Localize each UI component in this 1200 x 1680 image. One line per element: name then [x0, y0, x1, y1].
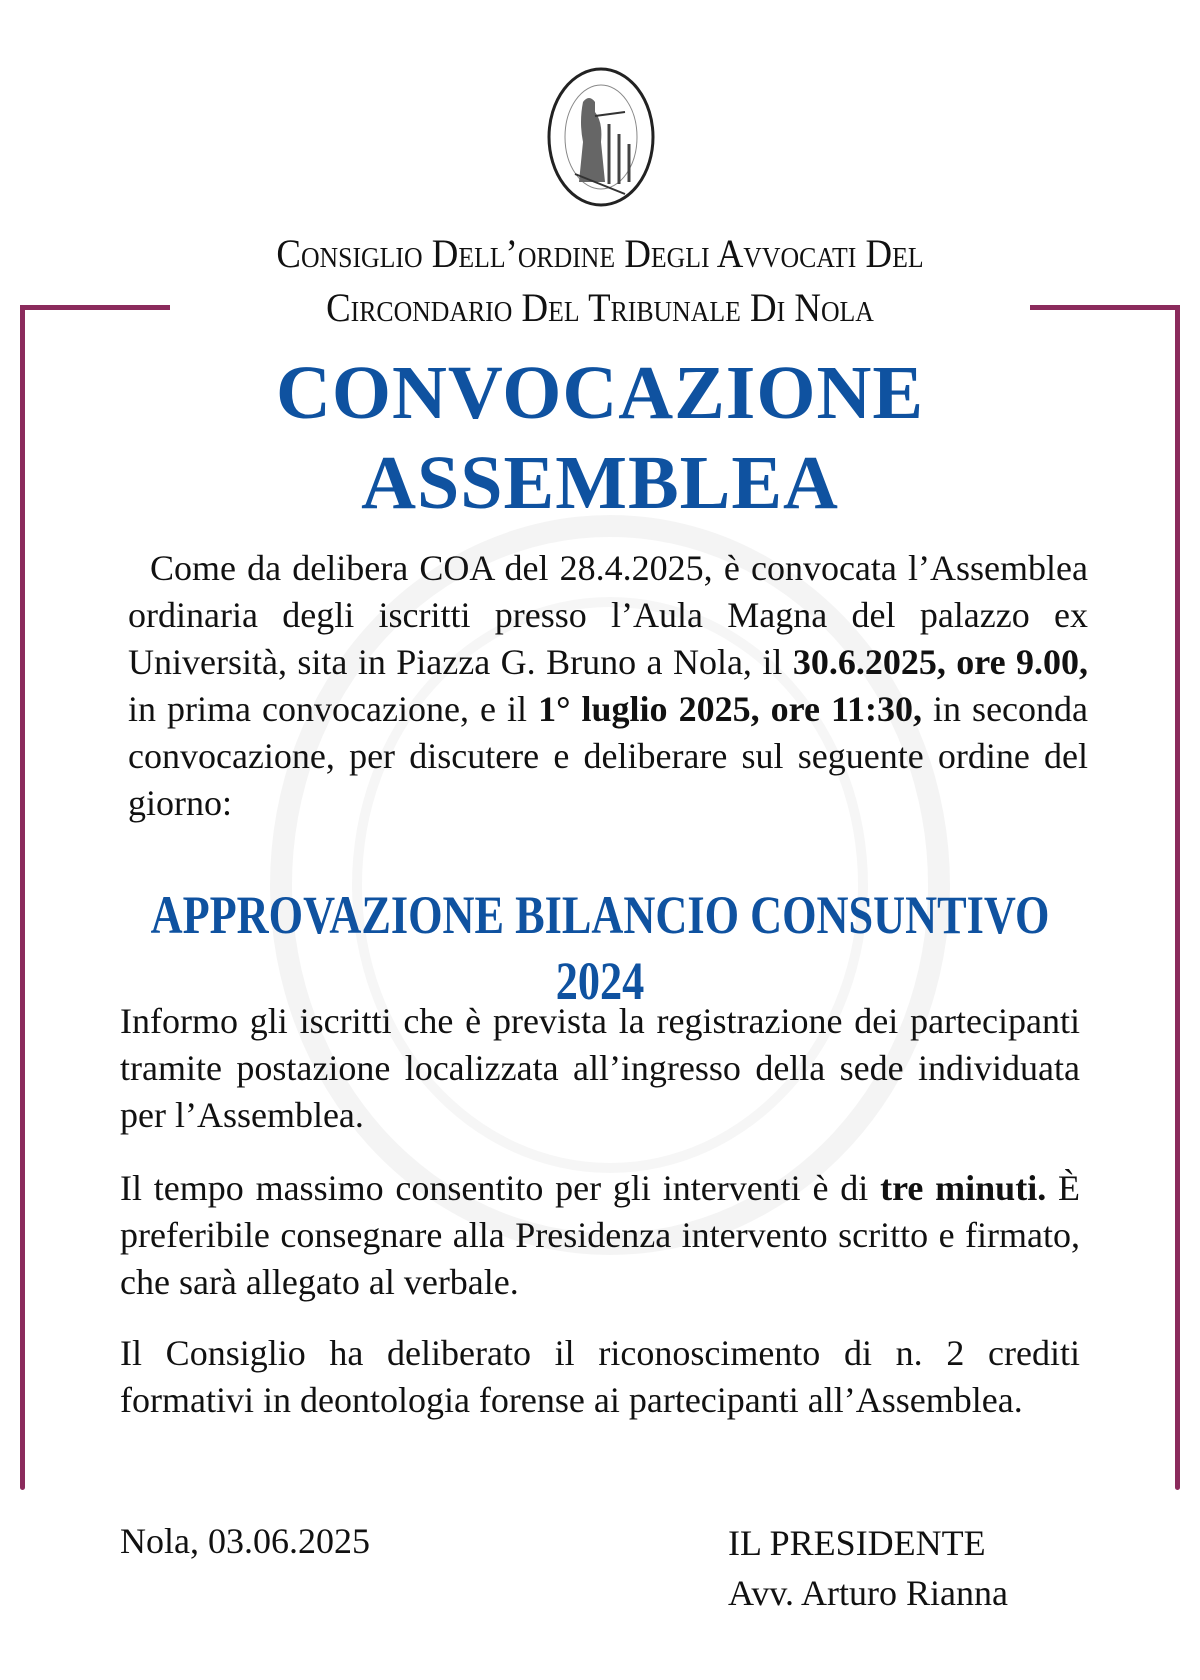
time-limit-paragraph [120, 1165, 1080, 1306]
signatory-role: IL PRESIDENTE [728, 1523, 986, 1563]
organization-name-line1: Consiglio Dell’ordine Degli Avvocati Del [276, 231, 924, 276]
intro-paragraph [128, 545, 1088, 827]
signatory-name: Avv. Arturo Rianna [728, 1573, 1008, 1613]
agenda-item: APPROVAZIONE BILANCIO CONSUNTIVO 2024 [150, 885, 1050, 1011]
first-convocation-date: 30.6.2025, ore 9.00, [792, 642, 1088, 682]
time-limit-text-1: Il tempo massimo consentito per gli interventi è di [120, 1168, 881, 1208]
place-date: Nola, 03.06.2025 [120, 1521, 370, 1561]
time-limit-value: tre minuti. [880, 1168, 1047, 1208]
credits-paragraph: Il Consiglio ha deliberato il riconoscimento di n. 2 crediti formativi in deontologia forense ai partecipanti all’Assemblea. [120, 1333, 1080, 1420]
title-line2: ASSEMBLEA [361, 441, 839, 525]
organization-name-line2: Circondario Del Tribunale Di Nola [326, 285, 874, 330]
signature-block [728, 1518, 1008, 1618]
title-line1: CONVOCAZIONE [275, 351, 925, 435]
justice-seal-icon [545, 64, 657, 210]
intro-text-2: in prima convocazione, e il [128, 689, 539, 729]
registration-paragraph: Informo gli iscritti che è prevista la registrazione dei partecipanti tramite postazione localizzata all’ingresso della sede individuata per l’Assemblea. [120, 1001, 1080, 1135]
time-limit-text-2: È preferibile consegnare alla Presidenza intervento scritto e firmato, che sarà allegato al verbale. [120, 1168, 1080, 1302]
intro-text-3: in seconda convocazione, per discutere e deliberare sul seguente ordine del giorno: [128, 689, 1088, 823]
second-convocation-date: 1° luglio 2025, ore 11:30, [538, 689, 922, 729]
intro-text-1: Come da delibera COA del 28.4.2025, è convocata l’Assemblea ordinaria degli iscritti presso l’Aula Magna del palazzo ex Università, sita in Piazza G. Bruno a Nola, il [128, 548, 1088, 682]
